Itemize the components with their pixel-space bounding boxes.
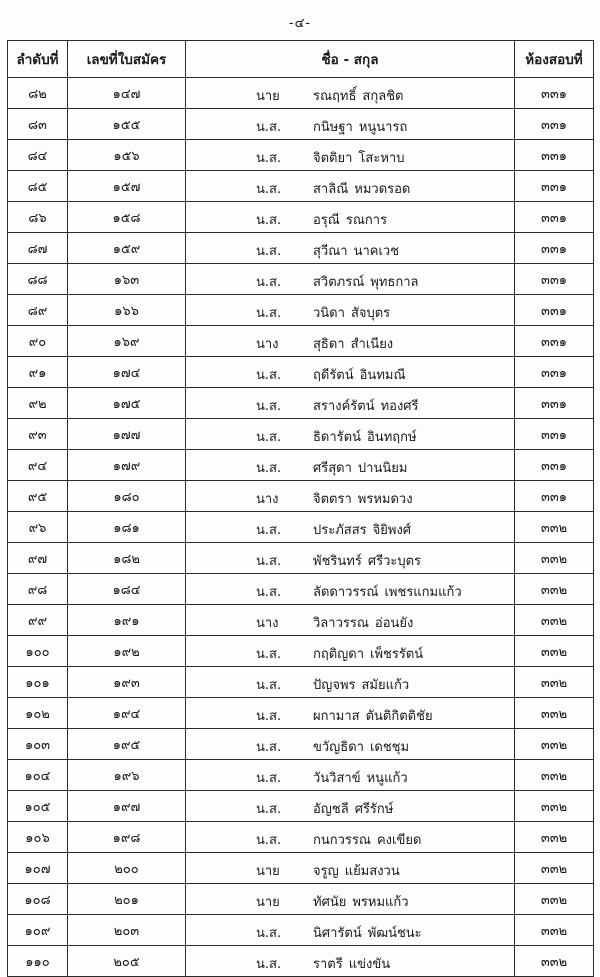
cell-name [186, 946, 515, 977]
cell-name [186, 171, 515, 202]
cell-room: ๓๓๑ [515, 233, 594, 264]
name-full [313, 953, 390, 974]
cell-seq: ๘๒ [8, 78, 68, 109]
cell-application-no: ๑๖๙ [68, 326, 186, 357]
name-last: หนูแก้ว [366, 771, 408, 786]
table-row [8, 140, 594, 171]
name-first: ผกามาส [313, 709, 360, 724]
cell-seq: ๙๐ [8, 326, 68, 357]
name-last: จิยิพงศ์ [372, 523, 412, 538]
name-full [313, 457, 407, 478]
cell-name [186, 884, 515, 915]
name-first: สรางค์รัตน์ [313, 399, 375, 414]
name-first: จิตตรา [313, 492, 352, 507]
cell-application-no: ๑๖๓ [68, 264, 186, 295]
cell-room: ๓๓๒ [515, 543, 594, 574]
cell-name [186, 202, 515, 233]
table-row [8, 419, 594, 450]
header-seq: ลำดับที่ [8, 41, 68, 78]
name-last: หนูนารถ [358, 120, 408, 135]
cell-seq: ๙๕ [8, 481, 68, 512]
cell-name [186, 78, 515, 109]
cell-room: ๓๓๑ [515, 419, 594, 450]
name-full [313, 488, 413, 509]
cell-room: ๓๓๒ [515, 791, 594, 822]
cell-name [186, 233, 515, 264]
table-row [8, 233, 594, 264]
name-first: ลัดดาวรรณ์ [313, 585, 379, 600]
cell-seq: ๘๕ [8, 171, 68, 202]
cell-name [186, 915, 515, 946]
name-title: น.ส. [256, 523, 282, 538]
cell-seq: ๑๐๘ [8, 884, 68, 915]
cell-room: ๓๓๑ [515, 171, 594, 202]
name-title: น.ส. [256, 151, 282, 166]
name-last: พรหมดวง [357, 492, 413, 507]
cell-name [186, 419, 515, 450]
cell-room: ๓๓๒ [515, 946, 594, 977]
cell-application-no: ๑๖๖ [68, 295, 186, 326]
name-title: น.ส. [256, 182, 282, 197]
table-row [8, 202, 594, 233]
cell-room: ๓๓๒ [515, 636, 594, 667]
name-title: น.ส. [256, 647, 282, 662]
name-title: น.ส. [256, 213, 282, 228]
table-row [8, 264, 594, 295]
name-last: เดชชุม [369, 740, 410, 755]
name-first: อัญชลี [313, 802, 349, 817]
name-full [313, 147, 404, 168]
header-name: ชื่อ - สกุล [186, 41, 515, 78]
cell-room: ๓๓๒ [515, 760, 594, 791]
name-title: นาง [256, 616, 279, 631]
name-last: รณการ [345, 213, 388, 228]
name-last: โสะหาบ [358, 151, 405, 166]
table-row [8, 481, 594, 512]
name-title: นาย [256, 864, 280, 879]
name-first: พัชรินทร์ [313, 554, 362, 569]
name-last: ทองศรี [380, 399, 419, 414]
name-first: นิศารัตน์ [313, 926, 362, 941]
cell-application-no: ๑๗๗ [68, 419, 186, 450]
name-title: น.ส. [256, 368, 282, 383]
name-full [313, 798, 393, 819]
name-full [313, 178, 410, 199]
name-full [313, 581, 462, 602]
cell-name [186, 543, 515, 574]
cell-application-no: ๑๗๙ [68, 450, 186, 481]
name-last: เพ็ชรรัตน์ [370, 647, 424, 662]
cell-room: ๓๓๒ [515, 605, 594, 636]
name-title: น.ส. [256, 585, 282, 600]
name-title: นาย [256, 89, 280, 104]
cell-room: ๓๓๑ [515, 295, 594, 326]
name-first: วันวิสาข์ [313, 771, 361, 786]
name-last: สกุลชิต [362, 89, 404, 104]
cell-name [186, 605, 515, 636]
cell-room: ๓๓๒ [515, 915, 594, 946]
cell-application-no: ๑๘๑ [68, 512, 186, 543]
header-room: ห้องสอบที่ [515, 41, 594, 78]
name-full [313, 240, 399, 261]
name-last: คงเขียด [376, 833, 422, 848]
cell-application-no: ๑๙๓ [68, 667, 186, 698]
cell-application-no: ๒๐๑ [68, 884, 186, 915]
cell-seq: ๙๒ [8, 388, 68, 419]
cell-seq: ๘๗ [8, 233, 68, 264]
name-full [313, 85, 403, 106]
cell-name [186, 357, 515, 388]
cell-name [186, 512, 515, 543]
name-title: น.ส. [256, 802, 282, 817]
cell-seq: ๑๐๔ [8, 760, 68, 791]
name-last: สำเนียง [350, 337, 394, 352]
cell-seq: ๑๐๐ [8, 636, 68, 667]
name-first: ขวัญธิดา [313, 740, 364, 755]
cell-seq: ๑๐๗ [8, 853, 68, 884]
cell-application-no: ๑๕๙ [68, 233, 186, 264]
cell-room: ๓๓๒ [515, 853, 594, 884]
cell-name [186, 791, 515, 822]
cell-name [186, 109, 515, 140]
name-first: สุธิดา [313, 337, 345, 352]
name-last: แข่งขัน [348, 957, 391, 972]
name-last: ศรีวะบุตร [367, 554, 422, 569]
cell-name [186, 667, 515, 698]
name-last: แย้มสงวน [344, 864, 400, 879]
name-first: สุวีณา [313, 244, 348, 259]
name-full [313, 333, 393, 354]
cell-name [186, 295, 515, 326]
table-row [8, 698, 594, 729]
name-first: สวิตภรณ์ [313, 275, 365, 290]
cell-seq: ๘๖ [8, 202, 68, 233]
name-first: สาลิณี [313, 182, 349, 197]
name-last: ตันติกิตติชัย [365, 709, 433, 724]
cell-seq: ๙๑ [8, 357, 68, 388]
cell-seq: ๙๓ [8, 419, 68, 450]
name-full [313, 860, 400, 881]
name-first: กฤติญดา [313, 647, 365, 662]
name-full [313, 612, 413, 633]
name-first: ทัศนัย [313, 895, 347, 910]
name-title: น.ส. [256, 926, 282, 941]
table-row [8, 512, 594, 543]
cell-application-no: ๑๕๗ [68, 171, 186, 202]
name-last: หมวดรอด [354, 182, 411, 197]
cell-seq: ๘๓ [8, 109, 68, 140]
name-last: เพชรแกมแก้ว [384, 585, 462, 600]
name-full [313, 209, 387, 230]
cell-name [186, 729, 515, 760]
name-first: ประภัสสร [313, 523, 367, 538]
name-first: ธิดารัตน์ [313, 430, 361, 445]
cell-name [186, 388, 515, 419]
cell-application-no: ๑๘๔ [68, 574, 186, 605]
cell-room: ๓๓๒ [515, 574, 594, 605]
name-full [313, 891, 409, 912]
name-full [313, 736, 409, 757]
table-row [8, 729, 594, 760]
table-row [8, 78, 594, 109]
table-row [8, 109, 594, 140]
name-last: สมัยแก้ว [361, 678, 410, 693]
cell-application-no: ๑๙๗ [68, 791, 186, 822]
cell-seq: ๑๐๓ [8, 729, 68, 760]
name-full [313, 116, 407, 137]
table-row [8, 760, 594, 791]
name-full [313, 271, 419, 292]
cell-name [186, 326, 515, 357]
name-first: รณฤทธิ์ [313, 89, 357, 104]
table-row [8, 357, 594, 388]
cell-application-no: ๑๙๕ [68, 729, 186, 760]
table-body [8, 78, 594, 977]
name-title: น.ส. [256, 120, 282, 135]
name-first: ศรีสุดา [313, 461, 352, 476]
cell-room: ๓๓๑ [515, 202, 594, 233]
cell-room: ๓๓๑ [515, 357, 594, 388]
table-row [8, 450, 594, 481]
name-full [313, 767, 408, 788]
name-last: พัฒน์ชนะ [367, 926, 422, 941]
name-full [313, 829, 421, 850]
name-last: นาคเวช [353, 244, 400, 259]
name-title: น.ส. [256, 306, 282, 321]
cell-room: ๓๓๑ [515, 109, 594, 140]
cell-seq: ๘๘ [8, 264, 68, 295]
table-row [8, 791, 594, 822]
header-application-no: เลขที่ใบสมัคร [68, 41, 186, 78]
cell-room: ๓๓๒ [515, 698, 594, 729]
cell-application-no: ๑๙๑ [68, 605, 186, 636]
cell-name [186, 140, 515, 171]
cell-name [186, 264, 515, 295]
cell-application-no: ๑๕๘ [68, 202, 186, 233]
table-header-row [8, 41, 594, 78]
name-title: น.ส. [256, 709, 282, 724]
cell-name [186, 853, 515, 884]
name-first: ฤดีรัตน์ [313, 368, 354, 383]
cell-application-no: ๑๙๒ [68, 636, 186, 667]
cell-application-no: ๒๐๓ [68, 915, 186, 946]
cell-application-no: ๒๐๐ [68, 853, 186, 884]
cell-application-no: ๑๙๘ [68, 822, 186, 853]
cell-application-no: ๑๗๕ [68, 388, 186, 419]
name-title: น.ส. [256, 399, 282, 414]
name-first: กนิษฐา [313, 120, 353, 135]
name-first: กนกวรรณ [313, 833, 371, 848]
cell-room: ๓๓๒ [515, 729, 594, 760]
name-first: วนิดา [313, 306, 345, 321]
name-first: จิตติยา [313, 151, 353, 166]
name-last: ปานนิยม [357, 461, 408, 476]
name-last: อินทมณี [359, 368, 406, 383]
name-full [313, 674, 409, 695]
table-row [8, 574, 594, 605]
cell-application-no: ๑๘๒ [68, 543, 186, 574]
table-row [8, 388, 594, 419]
cell-seq: ๙๖ [8, 512, 68, 543]
name-full [313, 364, 406, 385]
name-last: อ่อนยัง [374, 616, 414, 631]
cell-room: ๓๓๑ [515, 450, 594, 481]
table-row [8, 853, 594, 884]
name-full [313, 302, 390, 323]
name-title: น.ส. [256, 678, 282, 693]
name-first: ราตรี [313, 957, 343, 972]
cell-application-no: ๑๗๔ [68, 357, 186, 388]
name-title: น.ส. [256, 430, 282, 445]
name-first: วิลาวรรณ [313, 616, 369, 631]
cell-room: ๓๓๒ [515, 512, 594, 543]
name-last: สัจบุตร [350, 306, 391, 321]
name-title: นาย [256, 895, 280, 910]
name-title: นาง [256, 337, 279, 352]
name-title: น.ส. [256, 740, 282, 755]
exam-roster-table [7, 40, 594, 977]
table-row [8, 636, 594, 667]
cell-room: ๓๓๑ [515, 481, 594, 512]
cell-application-no: ๑๔๗ [68, 78, 186, 109]
name-title: น.ส. [256, 554, 282, 569]
cell-application-no: ๑๕๖ [68, 140, 186, 171]
cell-seq: ๑๐๒ [8, 698, 68, 729]
cell-name [186, 636, 515, 667]
cell-name [186, 822, 515, 853]
cell-name [186, 574, 515, 605]
name-full [313, 395, 419, 416]
name-full [313, 426, 417, 447]
cell-seq: ๘๙ [8, 295, 68, 326]
table-row [8, 295, 594, 326]
cell-seq: ๑๐๙ [8, 915, 68, 946]
name-first: อรุณี [313, 213, 340, 228]
name-full [313, 550, 421, 571]
cell-room: ๓๓๒ [515, 822, 594, 853]
cell-seq: ๘๔ [8, 140, 68, 171]
cell-room: ๓๓๑ [515, 388, 594, 419]
table-row [8, 171, 594, 202]
name-title: น.ส. [256, 244, 282, 259]
table-row [8, 822, 594, 853]
name-title: นาง [256, 492, 279, 507]
table-row [8, 667, 594, 698]
name-last: พรหมแก้ว [352, 895, 409, 910]
cell-application-no: ๑๙๖ [68, 760, 186, 791]
name-title: น.ส. [256, 461, 282, 476]
cell-seq: ๑๐๖ [8, 822, 68, 853]
name-full [313, 519, 411, 540]
cell-application-no: ๑๕๕ [68, 109, 186, 140]
cell-application-no: ๑๙๔ [68, 698, 186, 729]
name-full [313, 705, 433, 726]
name-first: ปัญจพร [313, 678, 356, 693]
cell-room: ๓๓๑ [515, 264, 594, 295]
table-row [8, 543, 594, 574]
name-last: พุทธกาล [370, 275, 419, 290]
name-full [313, 922, 422, 943]
name-title: น.ส. [256, 275, 282, 290]
name-title: น.ส. [256, 771, 282, 786]
cell-seq: ๙๗ [8, 543, 68, 574]
page-number: -๔- [288, 16, 312, 31]
cell-seq: ๙๙ [8, 605, 68, 636]
table-row [8, 884, 594, 915]
cell-room: ๓๓๒ [515, 667, 594, 698]
table-row [8, 946, 594, 977]
table-row [8, 326, 594, 357]
name-title: น.ส. [256, 957, 282, 972]
cell-room: ๓๓๑ [515, 78, 594, 109]
cell-name [186, 450, 515, 481]
cell-room: ๓๓๑ [515, 140, 594, 171]
name-first: จรูญ [313, 864, 339, 879]
cell-seq: ๑๐๕ [8, 791, 68, 822]
table-row [8, 915, 594, 946]
cell-room: ๓๓๒ [515, 884, 594, 915]
cell-application-no: ๒๐๕ [68, 946, 186, 977]
cell-name [186, 698, 515, 729]
table-row [8, 605, 594, 636]
name-full [313, 643, 423, 664]
cell-seq: ๙๘ [8, 574, 68, 605]
name-title: น.ส. [256, 833, 282, 848]
name-last: อินทฤกษ์ [367, 430, 417, 445]
cell-name [186, 481, 515, 512]
cell-room: ๓๓๑ [515, 326, 594, 357]
cell-seq: ๑๐๑ [8, 667, 68, 698]
cell-seq: ๙๔ [8, 450, 68, 481]
cell-name [186, 760, 515, 791]
name-last: ศรีรักษ์ [354, 802, 394, 817]
cell-application-no: ๑๘๐ [68, 481, 186, 512]
cell-seq: ๑๑๐ [8, 946, 68, 977]
